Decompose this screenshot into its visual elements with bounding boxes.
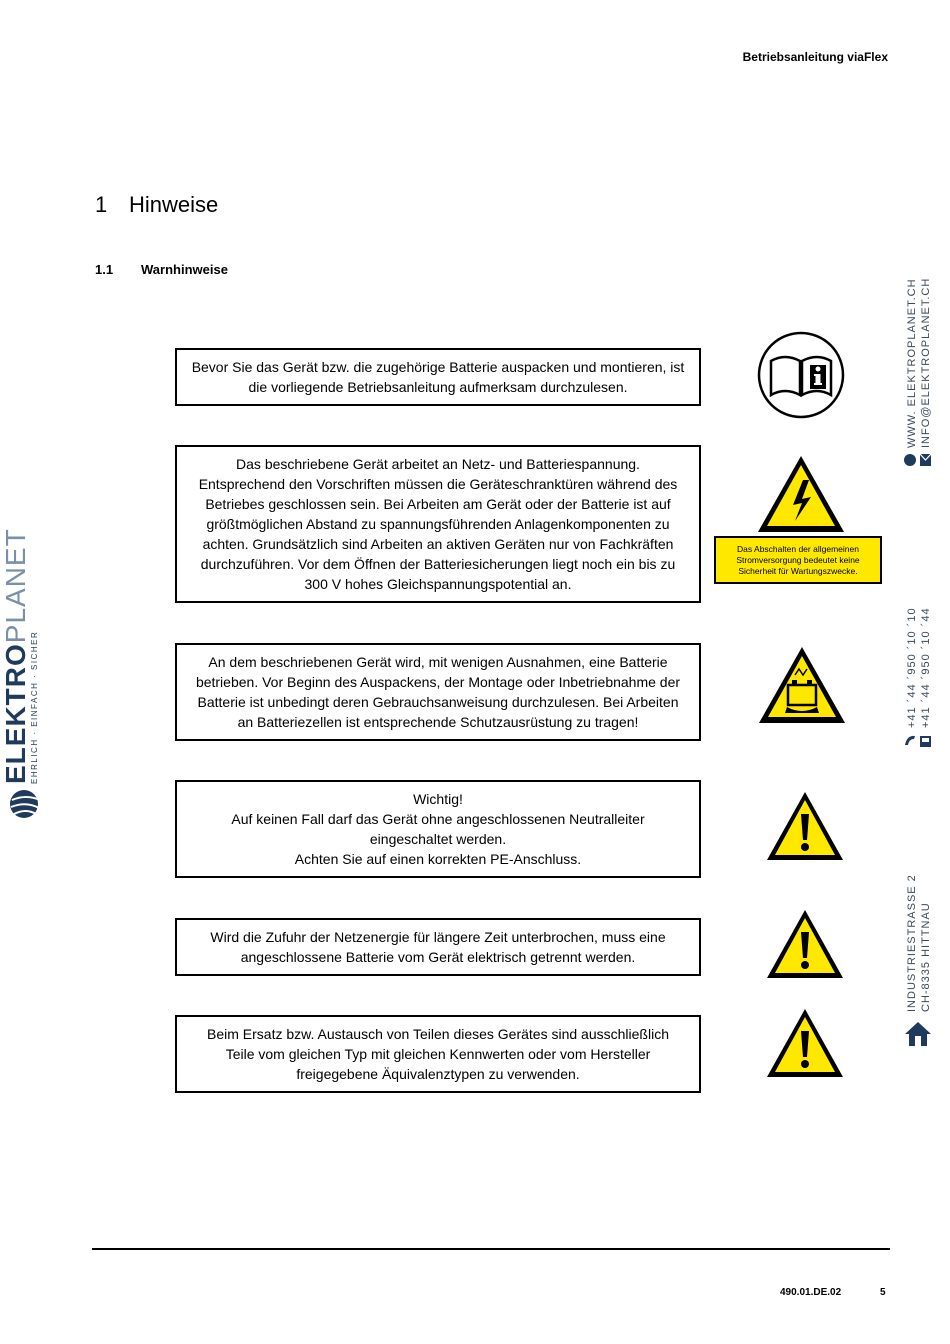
warning-box-power-supply — [175, 918, 701, 976]
header-title: Betriebsanleitung viaFlex — [742, 50, 888, 64]
warning-box-replacement — [175, 1015, 701, 1093]
caution-line: Das Abschalten der allgemeinen — [737, 543, 859, 554]
warning-line: Achten Sie auf einen korrekten PE-Anschluss. — [294, 851, 582, 867]
contact-fax: +41 ´44 ´950 ´10 ´44 — [920, 607, 932, 728]
warning-line: freigegebene Äquivalenztypen zu verwenden. — [296, 1066, 580, 1082]
warning-line: betrieben. Vor Beginn des Auspackens, der Montage oder Inbetriebnahme der — [195, 674, 681, 690]
brand-name-bold: ELEKTRO — [0, 643, 31, 784]
contact-phone: +41 ´44 ´950 ´10 ´10 — [906, 607, 918, 728]
read-manual-icon — [757, 331, 845, 419]
warning-line: Das beschriebene Gerät arbeitet an Netz- und Batteriespannung. — [236, 456, 640, 472]
section-heading — [95, 192, 218, 218]
warning-line: achten. Grundsätzlich sind Arbeiten an aktiven Geräten nur von Fachkräften — [202, 536, 674, 552]
contact-email: INFO@ELEKTROPLANET.CH — [920, 277, 932, 448]
contact-city: CH-8335 HITTNAU — [920, 902, 932, 1012]
address-house-icon — [903, 1020, 933, 1048]
warning-line: an Batteriezellen ist entsprechende Schutzausrüstung zu tragen! — [237, 714, 639, 730]
caution-line: Stromversorgung bedeutet keine — [736, 554, 860, 565]
section-title: Hinweise — [129, 192, 219, 217]
warning-line: Bevor Sie das Gerät bzw. die zugehörige Batterie auspacken und montieren, ist — [191, 359, 685, 375]
phone-fax-icon — [903, 733, 933, 749]
general-warning-icon — [765, 790, 845, 862]
brand-name-light: PLANET — [0, 528, 31, 644]
warning-line: Beim Ersatz bzw. Austausch von Teilen dieses Gerätes sind ausschließlich — [207, 1026, 669, 1042]
brand-wordmark — [0, 528, 39, 784]
caution-label — [714, 536, 882, 584]
caution-line: Sicherheit für Wartungszwecke. — [738, 565, 858, 576]
planet-logo-icon — [6, 788, 50, 830]
footer-divider — [92, 1248, 890, 1250]
warning-line: die vorliegende Betriebsanleitung aufmerksam durchzulesen. — [248, 379, 628, 395]
contact-web: WWW. ELEKTROPLANET.CH — [906, 278, 918, 448]
contact-street: INDUSTRIESTRASSE 2 — [906, 874, 918, 1012]
brand-tagline: EHRLICH · EINFACH · SICHER — [30, 630, 39, 784]
warning-line: durchzuführen. Vor dem Öffnen der Batteriesicherungen liegt noch ein bis zu — [200, 556, 676, 572]
warning-box-voltage — [175, 445, 701, 603]
warning-line: Teile vom gleichen Typ mit gleichen Kennwerten oder vom Hersteller — [225, 1046, 651, 1062]
battery-warning-icon — [757, 645, 847, 725]
warning-line: größtmöglichen Abstand zu spannungsführenden Anlagenkomponenten zu — [206, 516, 670, 532]
warning-box-battery — [175, 643, 701, 741]
subsection-heading — [95, 262, 228, 277]
subsection-title: Warnhinweise — [141, 262, 228, 277]
page-number: 5 — [880, 1287, 886, 1298]
section-number: 1 — [95, 192, 108, 217]
subsection-number: 1.1 — [95, 262, 114, 277]
warning-line: Auf keinen Fall darf das Gerät ohne angeschlossenen Neutralleiter — [231, 811, 645, 827]
warning-line: Batterie ist unbedingt deren Gebrauchsanweisung durchzulesen. Bei Arbeiten — [197, 694, 679, 710]
high-voltage-warning-icon — [755, 453, 847, 535]
warning-line: An dem beschriebenen Gerät wird, mit wenigen Ausnahmen, eine Batterie — [208, 654, 668, 670]
web-mail-icon — [903, 452, 933, 468]
warning-line: eingeschaltet werden. — [369, 831, 507, 847]
general-warning-icon — [765, 908, 845, 980]
warning-line: Entsprechend den Vorschriften müssen die Geräteschranktüren während des — [198, 476, 678, 492]
warning-box-read-manual — [175, 348, 701, 406]
warning-line: angeschlossene Batterie vom Gerät elektrisch getrennt werden. — [240, 949, 636, 965]
document-number: 490.01.DE.02 — [780, 1287, 842, 1298]
warning-line: Betriebes geschlossen sein. Bei Arbeiten am Gerät oder der Batterie ist auf — [205, 496, 671, 512]
warning-line: Wird die Zufuhr der Netzenergie für längere Zeit unterbrochen, muss eine — [210, 929, 666, 945]
warning-line: Wichtig! — [413, 791, 463, 807]
warning-line: 300 V hohes Gleichspannungspotential an. — [304, 576, 572, 592]
general-warning-icon — [765, 1007, 845, 1079]
warning-box-neutral — [175, 780, 701, 878]
